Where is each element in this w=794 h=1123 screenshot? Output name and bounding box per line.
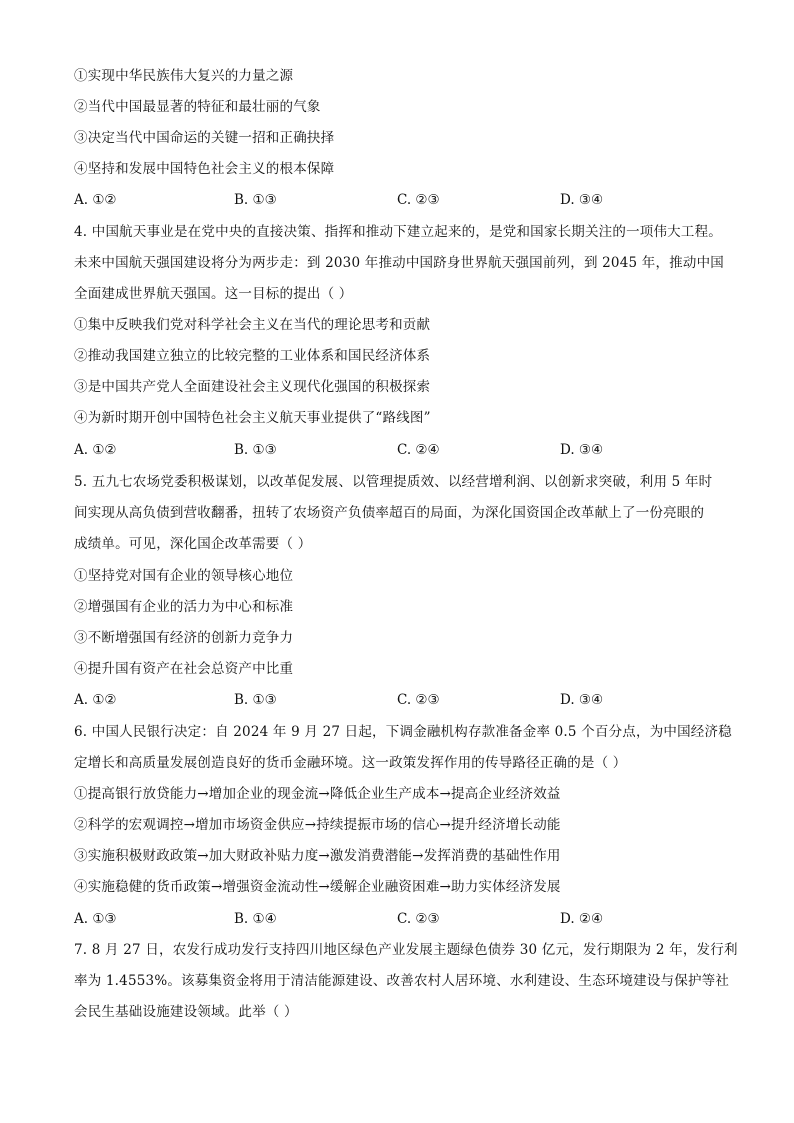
q6-choice-c[interactable]: C. ②③ (397, 911, 440, 927)
q4-option-3: ③是中国共产党人全面建设社会主义现代化强国的积极探索 (74, 379, 431, 395)
q5-option-3: ③不断增强国有经济的创新力竞争力 (74, 630, 294, 646)
q6-choices (74, 909, 734, 929)
q4-choices (74, 440, 734, 460)
q3-choice-a[interactable]: A. ①② (74, 192, 117, 208)
q6-choice-d[interactable]: D. ②④ (560, 911, 604, 927)
q4-stem-line-3: 全面建成世界航天强国。这一目标的提出（ ） (74, 286, 353, 302)
q4-option-4: ④为新时期开创中国特色社会主义航天事业提供了“路线图” (74, 410, 431, 426)
q5-option-2: ②增强国有企业的活力为中心和标准 (74, 599, 294, 615)
q5-choice-b[interactable]: B. ①③ (234, 692, 277, 708)
q4-stem-line-2: 未来中国航天强国建设将分为两步走：到 2030 年推动中国跻身世界航天强国前列，到 2045 年，推动中国 (74, 255, 724, 271)
q6-stem-line-1: 6. 中国人民银行决定：自 2024 年 9 月 27 日起，下调金融机构存款准备金率 0.5 个百分点，为中国经济稳 (74, 724, 732, 740)
q5-stem-line-3: 成绩单。可见，深化国企改革需要（ ） (74, 536, 312, 552)
q7-stem-line-1: 7. 8 月 27 日，农发行成功发行支持四川地区绿色产业发展主题绿色债券 30 亿元，发行期限为 2 年，发行利 (74, 942, 738, 958)
q5-choice-d[interactable]: D. ③④ (560, 692, 604, 708)
q3-option-2: ②当代中国最显著的特征和最壮丽的气象 (74, 99, 321, 115)
q5-stem-line-2: 间实现从高负债到营收翻番，扭转了农场资产负债率超百的局面，为深化国资国企改革献上了一份亮眼的 (74, 505, 705, 521)
q3-choices (74, 190, 734, 210)
q3-option-1: ①实现中华民族伟大复兴的力量之源 (74, 68, 294, 84)
q3-choice-d[interactable]: D. ③④ (560, 192, 604, 208)
q5-option-1: ①坚持党对国有企业的领导核心地位 (74, 568, 294, 584)
q5-choices (74, 690, 734, 710)
q4-option-1: ①集中反映我们党对科学社会主义在当代的理论思考和贡献 (74, 317, 431, 333)
q6-choice-a[interactable]: A. ①③ (74, 911, 117, 927)
q6-option-2: ②科学的宏观调控→增加市场资金供应→持续提振市场的信心→提升经济增长动能 (74, 817, 561, 833)
q7-stem-line-3: 会民生基础设施建设领域。此举（ ） (74, 1004, 298, 1020)
q6-option-4: ④实施稳健的货币政策→增强资金流动性→缓解企业融资困难→助力实体经济发展 (74, 879, 561, 895)
q5-choice-c[interactable]: C. ②③ (397, 692, 440, 708)
q4-choice-c[interactable]: C. ②④ (397, 442, 440, 458)
q3-choice-b[interactable]: B. ①③ (234, 192, 277, 208)
q6-choice-b[interactable]: B. ①④ (234, 911, 277, 927)
q5-choice-a[interactable]: A. ①② (74, 692, 117, 708)
q4-choice-a[interactable]: A. ①② (74, 442, 117, 458)
q3-option-4: ④坚持和发展中国特色社会主义的根本保障 (74, 161, 335, 177)
q5-stem-line-1: 5. 五九七农场党委积极谋划，以改革促发展、以管理提质效、以经营增利润、以创新求突破，利用 5 年时 (74, 474, 713, 490)
q4-stem-line-1: 4. 中国航天事业是在党中央的直接决策、指挥和推动下建立起来的，是党和国家长期关注的一项伟大工程。 (74, 224, 722, 240)
q3-choice-c[interactable]: C. ②③ (397, 192, 440, 208)
q6-option-1: ①提高银行放贷能力→增加企业的现金流→降低企业生产成本→提高企业经济效益 (74, 786, 561, 802)
q4-option-2: ②推动我国建立独立的比较完整的工业体系和国民经济体系 (74, 348, 431, 364)
q7-stem-line-2: 率为 1.4553%。该募集资金将用于清洁能源建设、改善农村人居环境、水利建设、生态环境建设与保护等社 (74, 973, 730, 989)
q6-stem-line-2: 定增长和高质量发展创造良好的货币金融环境。这一政策发挥作用的传导路径正确的是（ ） (74, 755, 627, 771)
q3-option-3: ③决定当代中国命运的关键一招和正确抉择 (74, 130, 335, 146)
q4-choice-d[interactable]: D. ③④ (560, 442, 604, 458)
q5-option-4: ④提升国有资产在社会总资产中比重 (74, 661, 294, 677)
q4-choice-b[interactable]: B. ①③ (234, 442, 277, 458)
q6-option-3: ③实施积极财政政策→加大财政补贴力度→激发消费潜能→发挥消费的基础性作用 (74, 848, 561, 864)
